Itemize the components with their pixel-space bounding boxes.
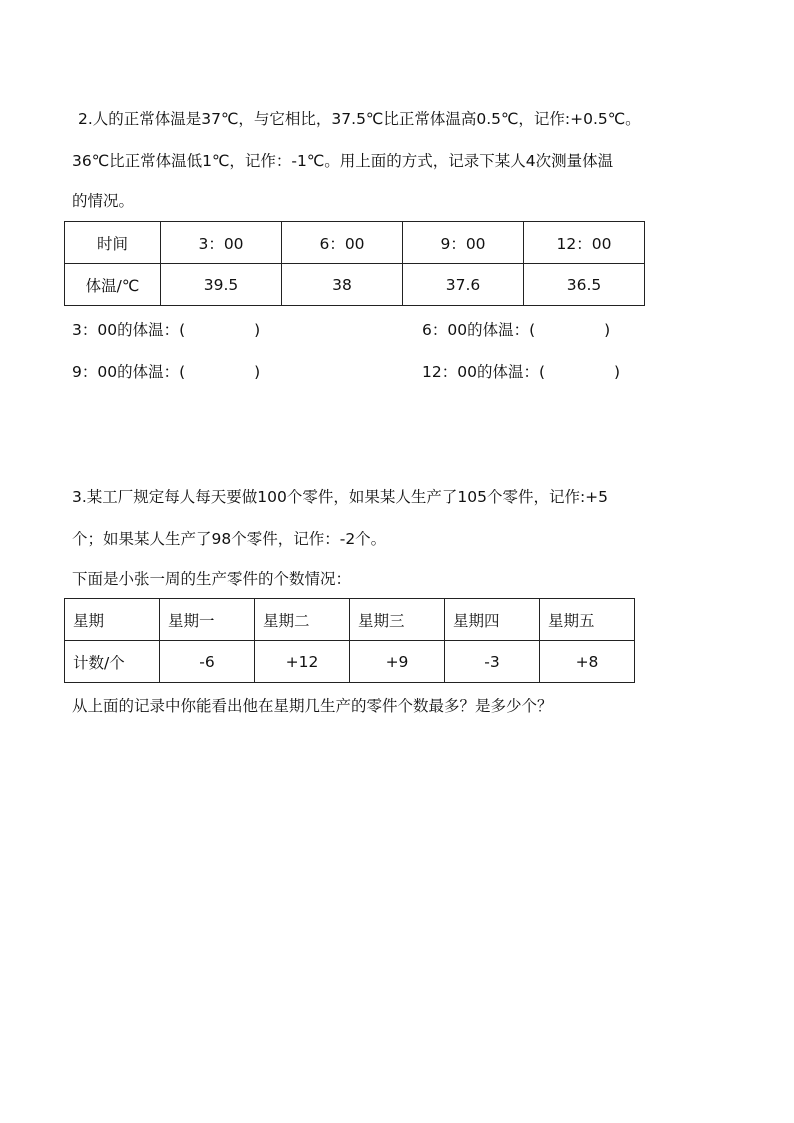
table-cell: 36.5 bbox=[524, 264, 645, 306]
table-row bbox=[65, 222, 645, 264]
answer-blank-9-00[interactable]: 9：00的体温：( ) bbox=[72, 363, 261, 381]
table-cell: 6：00 bbox=[282, 222, 403, 264]
table-row bbox=[65, 599, 635, 641]
table-cell: 体温/℃ bbox=[65, 264, 161, 306]
question2-line3: 的情况。 bbox=[72, 192, 135, 210]
table-cell: 3：00 bbox=[161, 222, 282, 264]
table-cell: +8 bbox=[540, 641, 635, 683]
table-cell: -3 bbox=[445, 641, 540, 683]
production-table bbox=[64, 598, 635, 683]
answer-blank-3-00[interactable]: 3：00的体温：( ) bbox=[72, 321, 261, 339]
question2-line2: 36℃比正常体温低1℃，记作：-1℃。用上面的方式，记录下某人4次测量体温 bbox=[72, 152, 614, 170]
question2-line1: 2.人的正常体温是37℃，与它相比，37.5℃比正常体温高0.5℃，记作:+0.5℃。 bbox=[78, 110, 641, 128]
question3-line1: 3.某工厂规定每人每天要做100个零件，如果某人生产了105个零件，记作:+5 bbox=[72, 488, 609, 506]
table-cell: 星期三 bbox=[350, 599, 445, 641]
question3-line3: 下面是小张一周的生产零件的个数情况： bbox=[72, 570, 352, 588]
table-cell: 星期二 bbox=[255, 599, 350, 641]
answer-blank-12-00[interactable]: 12：00的体温：( ) bbox=[422, 363, 621, 381]
temperature-table bbox=[64, 221, 645, 306]
answer-blank-6-00[interactable]: 6：00的体温：( ) bbox=[422, 321, 611, 339]
table-row bbox=[65, 264, 645, 306]
table-cell: 星期 bbox=[65, 599, 160, 641]
table-cell: 9：00 bbox=[403, 222, 524, 264]
table-cell: 时间 bbox=[65, 222, 161, 264]
table-cell: 38 bbox=[282, 264, 403, 306]
table-cell: +9 bbox=[350, 641, 445, 683]
table-cell: 计数/个 bbox=[65, 641, 160, 683]
table-cell: 星期五 bbox=[540, 599, 635, 641]
table-cell: -6 bbox=[160, 641, 255, 683]
table-row bbox=[65, 641, 635, 683]
table-cell: 星期四 bbox=[445, 599, 540, 641]
table-cell: 39.5 bbox=[161, 264, 282, 306]
table-cell: 37.6 bbox=[403, 264, 524, 306]
table-cell: +12 bbox=[255, 641, 350, 683]
question3-line2: 个；如果某人生产了98个零件，记作：-2个。 bbox=[72, 530, 387, 548]
table-cell: 星期一 bbox=[160, 599, 255, 641]
question3-prompt: 从上面的记录中你能看出他在星期几生产的零件个数最多？是多少个？ bbox=[72, 697, 553, 715]
table-cell: 12：00 bbox=[524, 222, 645, 264]
